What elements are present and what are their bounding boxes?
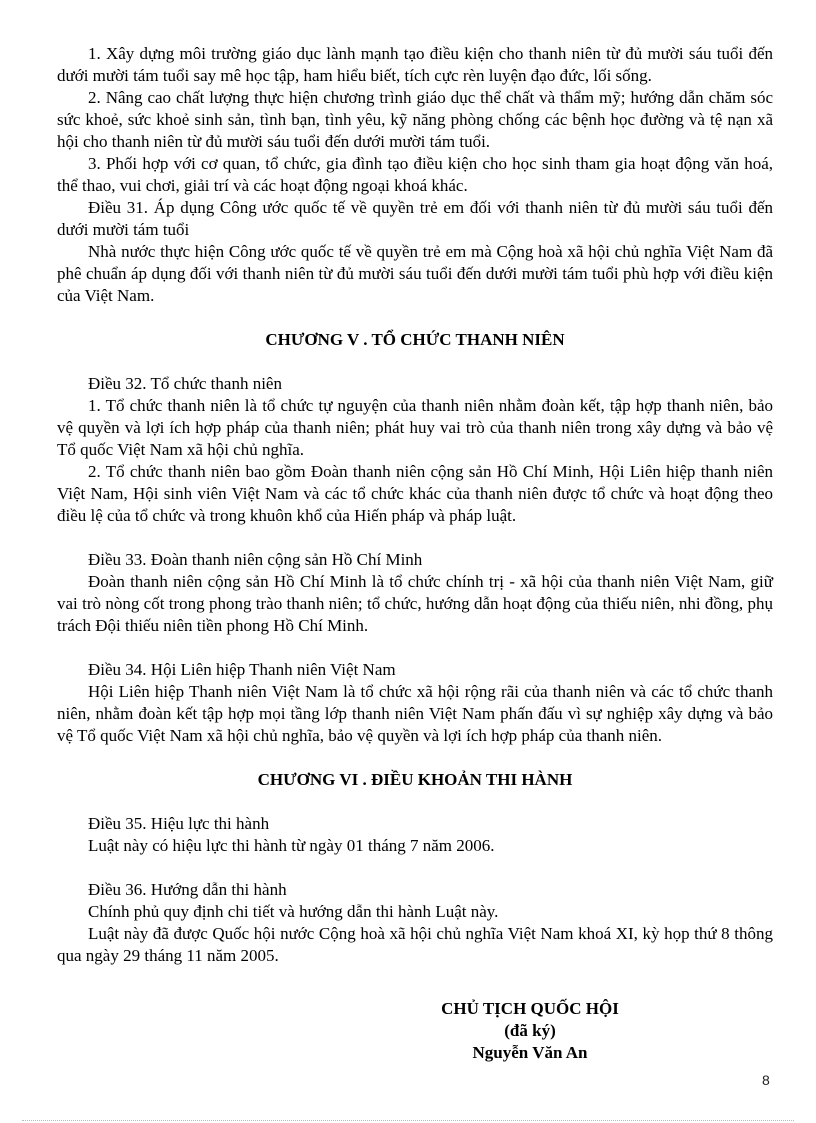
article-36-body: Chính phủ quy định chi tiết và hướng dẫn thi hành Luật này. — [88, 902, 499, 921]
article-36-title: Điều 36. Hướng dẫn thi hành — [88, 880, 287, 899]
article-32-clause-2: 2. Tổ chức thanh niên bao gồm Đoàn thanh niên cộng sản Hồ Chí Minh, Hội Liên hiệp thanh niên Việt Nam, Hội sinh viên Việt Nam và các tổ chức khác của thanh niên được tổ chức và hoạt động theo điều lệ của tổ chức và trong khuôn khổ của Hiến pháp và pháp luật. — [57, 462, 773, 525]
chapter-6-heading: CHƯƠNG VI . ĐIỀU KHOẢN THI HÀNH — [257, 770, 573, 789]
article-32-clause-1: 1. Tổ chức thanh niên là tổ chức tự nguyện của thanh niên nhằm đoàn kết, tập hợp thanh niên, bảo vệ quyền và lợi ích hợp pháp của thanh niên; phát huy vai trò của thanh niên trong xây dựng và bảo vệ Tổ quốc Việt Nam xã hội chủ nghĩa. — [57, 396, 773, 459]
document-body — [57, 43, 773, 967]
article-34-title: Điều 34. Hội Liên hiệp Thanh niên Việt Nam — [88, 660, 396, 679]
paragraph-2: 2. Nâng cao chất lượng thực hiện chương trình giáo dục thể chất và thẩm mỹ; hướng dẫn chăm sóc sức khoẻ, sức khoẻ sinh sản, tình bạn, tình yêu, kỹ năng phòng chống các bệnh học đường và tệ nạn xã hội cho thanh niên từ đủ mười sáu tuổi đến dưới mười tám tuổi. — [57, 88, 773, 151]
signature-title: CHỦ TỊCH QUỐC HỘI — [441, 999, 619, 1018]
signature-status: (đã ký) — [504, 1021, 556, 1040]
spacer — [57, 857, 773, 879]
chapter-5-heading: CHƯƠNG V . TỔ CHỨC THANH NIÊN — [265, 330, 565, 349]
article-33-body: Đoàn thanh niên cộng sản Hồ Chí Minh là tổ chức chính trị - xã hội của thanh niên Việt Nam, giữ vai trò nòng cốt trong phong trào thanh niên; tổ chức, hướng dẫn hoạt động của thiếu niên, nhi đồng, phụ trách Đội thiếu niên tiền phong Hồ Chí Minh. — [57, 572, 773, 635]
signatory-name: Nguyễn Văn An — [472, 1043, 588, 1062]
page-number: 8 — [762, 1072, 770, 1088]
article-31-body: Nhà nước thực hiện Công ước quốc tế về quyền trẻ em mà Cộng hoà xã hội chủ nghĩa Việt Nam đã phê chuẩn áp dụng đối với thanh niên từ đủ mười sáu tuổi đến dưới mười tám tuổi phù hợp với điều kiện của Việt Nam. — [57, 242, 773, 305]
spacer — [57, 637, 773, 659]
signature-block — [380, 998, 680, 1064]
page-bottom-border — [22, 1120, 794, 1121]
paragraph-3: 3. Phối hợp với cơ quan, tổ chức, gia đình tạo điều kiện cho học sinh tham gia hoạt động văn hoá, thể thao, vui chơi, giải trí và các hoạt động ngoại khoá khác. — [57, 154, 773, 195]
article-35-title: Điều 35. Hiệu lực thi hành — [88, 814, 270, 833]
article-33-title: Điều 33. Đoàn thanh niên cộng sản Hồ Chí Minh — [88, 550, 423, 569]
closing-statement: Luật này đã được Quốc hội nước Cộng hoà xã hội chủ nghĩa Việt Nam khoá XI, kỳ họp thứ 8 thông qua ngày 29 tháng 11 năm 2005. — [57, 924, 773, 965]
article-31-title: Điều 31. Áp dụng Công ước quốc tế về quyền trẻ em đối với thanh niên từ đủ mười sáu tuổi đến dưới mười tám tuổi — [57, 198, 773, 239]
article-34-body: Hội Liên hiệp Thanh niên Việt Nam là tổ chức xã hội rộng rãi của thanh niên và các tổ chức thanh niên, nhằm đoàn kết tập hợp mọi tầng lớp thanh niên Việt Nam phấn đấu vì sự nghiệp xây dựng và bảo vệ Tổ quốc Việt Nam xã hội chủ nghĩa, bảo vệ quyền và lợi ích hợp pháp của thanh niên. — [57, 682, 773, 745]
paragraph-1: 1. Xây dựng môi trường giáo dục lành mạnh tạo điều kiện cho thanh niên từ đủ mười sáu tuổi đến dưới mười tám tuổi say mê học tập, ham hiểu biết, tích cực rèn luyện đạo đức, lối sống. — [57, 44, 773, 85]
article-32-title: Điều 32. Tổ chức thanh niên — [88, 374, 282, 393]
article-35-body: Luật này có hiệu lực thi hành từ ngày 01 tháng 7 năm 2006. — [88, 836, 495, 855]
spacer — [57, 527, 773, 549]
